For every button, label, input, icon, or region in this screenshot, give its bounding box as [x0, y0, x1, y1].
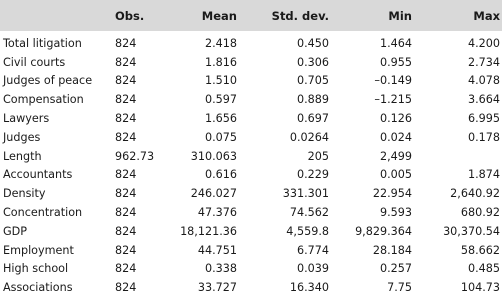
std-dev-value: 0.705	[296, 74, 329, 88]
min-value: 28.184	[372, 243, 412, 257]
std-dev-value: 0.039	[296, 262, 329, 276]
variable-name: Concentration	[3, 205, 83, 219]
min-value: 9,829.364	[355, 224, 412, 238]
table-row	[0, 222, 502, 241]
std-dev-value: 205	[307, 149, 329, 163]
obs-value: 824	[115, 243, 137, 257]
min-value: 0.126	[379, 111, 412, 125]
mean-value: 310.063	[190, 149, 237, 163]
variable-name: Total litigation	[3, 36, 82, 50]
min-value: 1.464	[379, 36, 412, 50]
max-value: 4.078	[467, 74, 500, 88]
max-value	[414, 147, 502, 166]
obs-value: 824	[115, 168, 137, 182]
table-row	[0, 241, 502, 260]
table-row	[0, 278, 502, 297]
max-value: 58.662	[460, 243, 500, 257]
max-value: 0.485	[467, 262, 500, 276]
min-value: 7.75	[387, 281, 412, 295]
std-dev-value: 16.340	[289, 281, 329, 295]
variable-name: Compensation	[3, 93, 84, 107]
table-header-row	[0, 0, 502, 31]
variable-name: Judges	[3, 130, 41, 144]
mean-value: 47.376	[197, 205, 237, 219]
min-value: 0.024	[379, 130, 412, 144]
min-value: –1.215	[374, 93, 412, 107]
obs-value: 824	[115, 130, 137, 144]
std-dev-value: 0.0264	[289, 130, 329, 144]
variable-name: Associations	[3, 281, 73, 295]
max-value: 1.874	[467, 168, 500, 182]
variable-name: Accountants	[3, 168, 73, 182]
table-row	[0, 203, 502, 222]
mean-value: 1.656	[204, 111, 237, 125]
min-value: 2,499	[379, 149, 412, 163]
table-row	[0, 31, 502, 53]
obs-value: 824	[115, 111, 137, 125]
max-value: 680.92	[460, 205, 500, 219]
table-row	[0, 53, 502, 72]
std-dev-value: 0.450	[296, 36, 329, 50]
mean-value: 1.816	[204, 55, 237, 69]
variable-name: Civil courts	[3, 55, 66, 69]
std-dev-value: 0.889	[296, 93, 329, 107]
std-dev-value: 331.301	[282, 187, 329, 201]
variable-name: Density	[3, 187, 46, 201]
std-dev-value: 4,559.8	[286, 224, 329, 238]
max-value: 2,640.92	[450, 187, 500, 201]
table-row	[0, 90, 502, 109]
variable-name: Judges of peace	[3, 74, 93, 88]
variable-name: Length	[3, 149, 42, 163]
variable-name: Lawyers	[3, 111, 50, 125]
std-dev-value: 0.697	[296, 111, 329, 125]
min-value: 9.593	[379, 205, 412, 219]
mean-value: 44.751	[197, 243, 237, 257]
mean-value: 1.510	[204, 74, 237, 88]
max-value: 104.73	[460, 281, 500, 295]
max-value: 6.995	[467, 111, 500, 125]
max-value: 2.734	[467, 55, 500, 69]
variable-name: Employment	[3, 243, 74, 257]
column-header-obs: Obs.	[115, 8, 145, 23]
table-row	[0, 128, 502, 147]
max-value: 0.178	[467, 130, 500, 144]
max-value: 3.664	[467, 93, 500, 107]
table-body	[0, 31, 502, 297]
mean-value: 0.616	[204, 168, 237, 182]
mean-value: 2.418	[204, 36, 237, 50]
column-header-variable	[0, 0, 113, 31]
mean-value: 0.597	[204, 93, 237, 107]
min-value: 0.955	[379, 55, 412, 69]
column-header-min: Min	[388, 8, 412, 23]
obs-value: 824	[115, 187, 137, 201]
table-row	[0, 260, 502, 279]
std-dev-value: 6.774	[296, 243, 329, 257]
mean-value: 0.075	[204, 130, 237, 144]
max-value: 30,370.54	[443, 224, 500, 238]
column-header-std-dev: Std. dev.	[271, 8, 329, 23]
min-value: 0.005	[379, 168, 412, 182]
obs-value: 824	[115, 36, 137, 50]
min-value: –0.149	[374, 74, 412, 88]
column-header-max: Max	[473, 8, 500, 23]
obs-value: 824	[115, 205, 137, 219]
table-row	[0, 184, 502, 203]
std-dev-value: 0.306	[296, 55, 329, 69]
max-value: 4.200	[467, 36, 500, 50]
min-value: 22.954	[372, 187, 412, 201]
table-row	[0, 72, 502, 91]
obs-value: 824	[115, 224, 137, 238]
obs-value: 824	[115, 55, 137, 69]
obs-value: 824	[115, 74, 137, 88]
mean-value: 0.338	[204, 262, 237, 276]
obs-value: 824	[115, 93, 137, 107]
column-header-mean: Mean	[201, 8, 237, 23]
mean-value: 18,121.36	[180, 224, 237, 238]
table-row	[0, 166, 502, 185]
variable-name: GDP	[3, 224, 28, 238]
obs-value: 824	[115, 281, 137, 295]
obs-value: 824	[115, 262, 137, 276]
table-row	[0, 109, 502, 128]
std-dev-value: 0.229	[296, 168, 329, 182]
table-row	[0, 147, 502, 166]
mean-value: 33.727	[197, 281, 237, 295]
variable-name: High school	[3, 262, 69, 276]
std-dev-value: 74.562	[289, 205, 329, 219]
min-value: 0.257	[379, 262, 412, 276]
obs-value: 962.73	[115, 149, 155, 163]
mean-value: 246.027	[190, 187, 237, 201]
